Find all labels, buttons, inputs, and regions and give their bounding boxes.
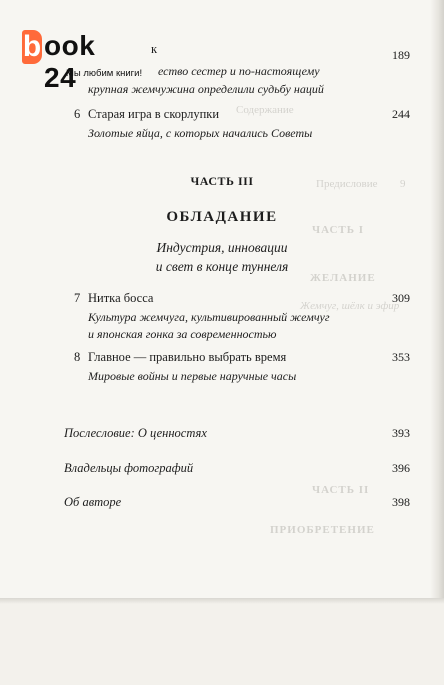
chapter-page: 353: [392, 350, 410, 364]
chapter-number: 6: [74, 107, 81, 121]
photo-credits-title: Владельцы фотографий: [64, 461, 194, 475]
ghost-text: Жемчуг, шёлк и эфир: [300, 300, 400, 312]
chapter-subtitle: Золотые яйца, с которых начались Советы: [88, 126, 313, 140]
logo-wordmark: ook 24: [44, 30, 96, 93]
logo-b-icon: b: [22, 30, 42, 63]
entry-subtitle: крупная жемчужина определили судьбу наций: [88, 82, 324, 96]
entry-title-fragment: к: [151, 42, 158, 56]
chapter-page: 309: [392, 291, 410, 305]
ghost-text: 9: [400, 178, 406, 190]
chapter-subtitle: и японская гонка за современностью: [88, 327, 277, 341]
chapter-page: 244: [392, 107, 410, 121]
entry-page-number: 189: [392, 48, 410, 62]
ghost-text: ЖЕЛАНИЕ: [310, 272, 376, 284]
chapter-title: Главное — правильно выбрать время: [88, 350, 287, 364]
chapter-subtitle: Мировые войны и первые наручные часы: [88, 369, 297, 383]
ghost-text: ЧАСТЬ II: [312, 484, 370, 496]
chapter-subtitle: Культура жемчуга, культивированный жемчуг: [88, 310, 330, 324]
part-title: ОБЛАДАНИЕ: [166, 209, 278, 225]
chapter-number: 7: [74, 291, 81, 305]
photo-credits-page: 396: [392, 461, 410, 475]
about-author-page: 398: [392, 495, 410, 509]
afterword-page: 393: [392, 426, 410, 440]
part-label: ЧАСТЬ III: [190, 174, 254, 188]
ghost-text: Предисловие: [316, 178, 378, 190]
afterword-title: Послесловие: О ценностях: [64, 426, 207, 440]
part-subtitle: и свет в конце туннеля: [155, 259, 289, 274]
entry-subtitle: ество сестер и по-настоящему: [158, 64, 320, 78]
ghost-text: ЧАСТЬ I: [312, 224, 365, 236]
chapter-title: Старая игра в скорлупки: [88, 107, 220, 121]
chapter-number: 8: [74, 350, 81, 364]
ghost-text: ПРИОБРЕТЕНИЕ: [270, 524, 375, 536]
logo-tagline: Мы любим книги!: [66, 68, 143, 79]
chapter-title: Нитка босса: [88, 291, 154, 305]
ghost-text: Содержание: [236, 104, 294, 116]
about-author-title: Об авторе: [64, 495, 122, 509]
page-edge-shadow: [430, 0, 444, 598]
part-subtitle: Индустрия, инновации: [156, 240, 288, 255]
